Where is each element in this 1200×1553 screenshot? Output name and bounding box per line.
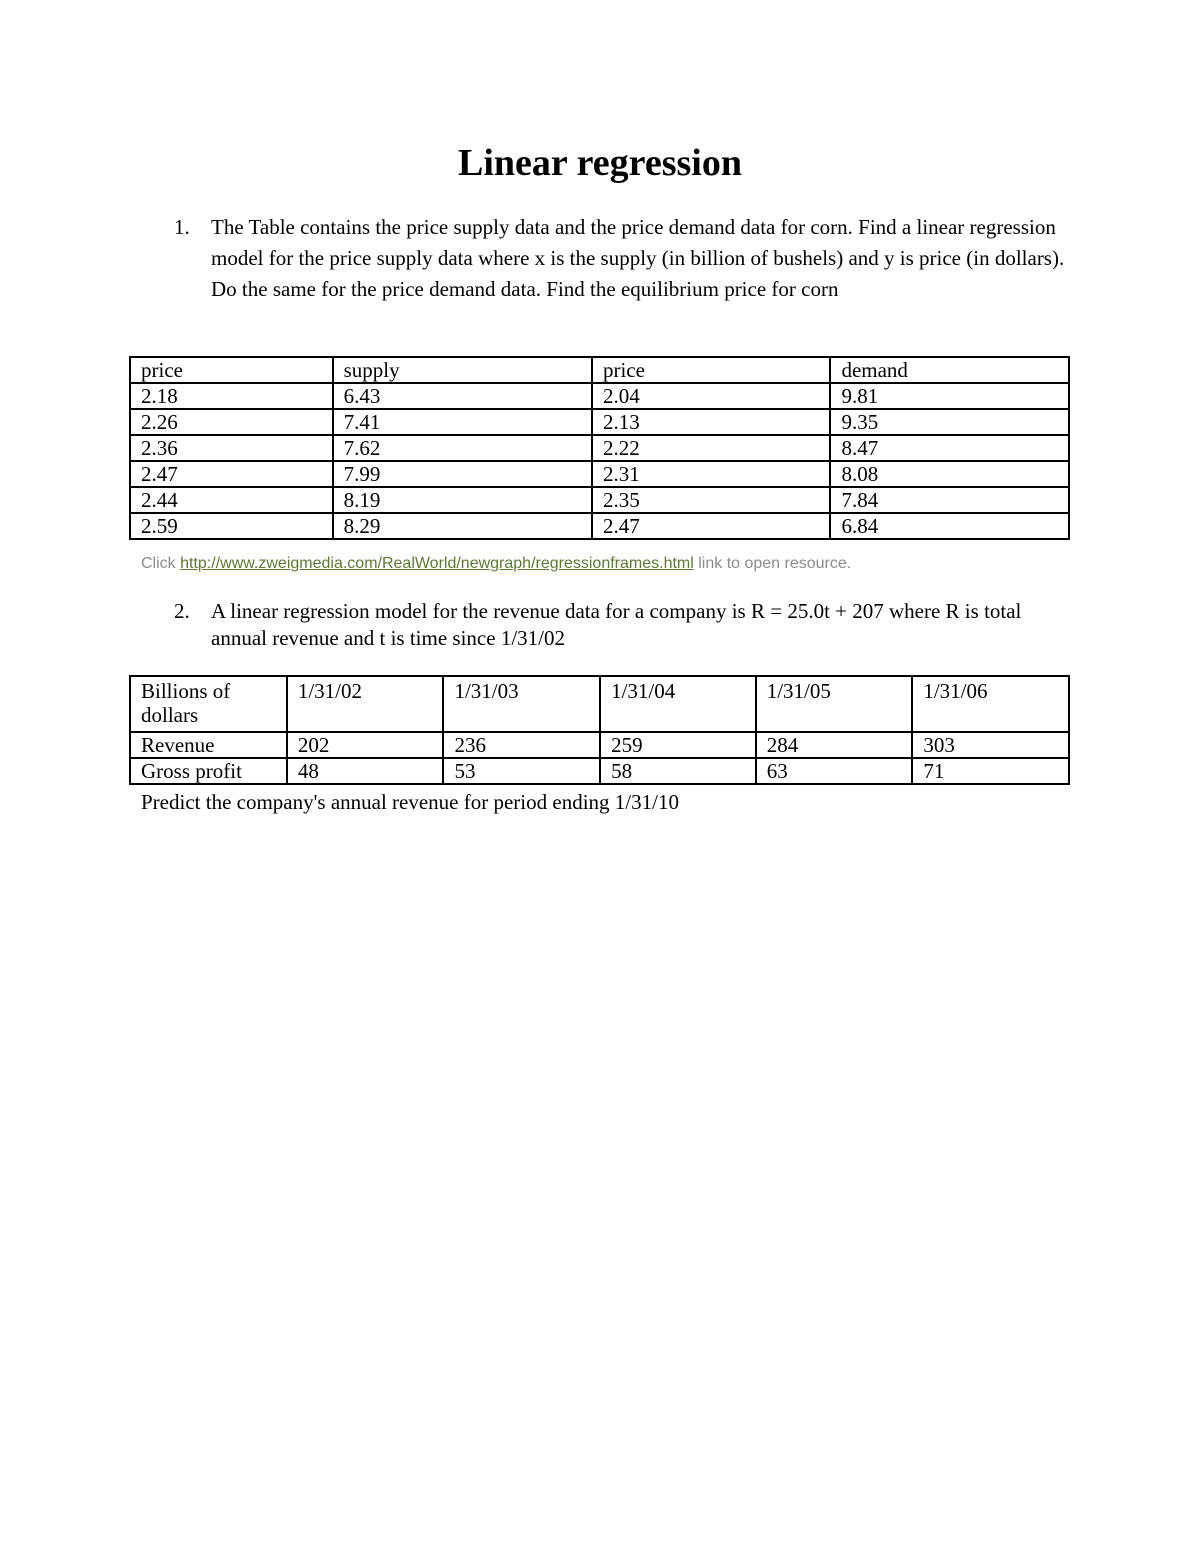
table-cell: 9.35 — [830, 409, 1069, 435]
table-row — [130, 732, 1069, 758]
resource-link[interactable]: http://www.zweigmedia.com/RealWorld/newgraph/regressionframes.html — [180, 555, 694, 572]
table-header-cell: 1/31/06 — [912, 676, 1069, 732]
table-header-cell: 1/31/05 — [756, 676, 913, 732]
table-cell: 2.59 — [130, 513, 333, 539]
table-row — [130, 435, 1069, 461]
question-1 — [174, 212, 1074, 305]
table-cell: 2.31 — [592, 461, 830, 487]
table-cell: 7.62 — [333, 435, 592, 461]
table-row — [130, 409, 1069, 435]
table-cell: 8.47 — [830, 435, 1069, 461]
prediction-prompt: Predict the company's annual revenue for period ending 1/31/10 — [141, 790, 679, 814]
table-cell: 2.13 — [592, 409, 830, 435]
table-cell: 6.43 — [333, 383, 592, 409]
table-cell: Gross profit — [130, 758, 287, 784]
table-header-cell: supply — [333, 357, 592, 383]
table-cell: 7.41 — [333, 409, 592, 435]
table-cell: 7.84 — [830, 487, 1069, 513]
table-cell: 53 — [443, 758, 600, 784]
question-2-number: 2. — [174, 599, 190, 623]
table-header-cell: 1/31/04 — [600, 676, 756, 732]
table-cell: 303 — [912, 732, 1069, 758]
revenue-table — [129, 675, 1070, 785]
table-cell: 2.22 — [592, 435, 830, 461]
table-header-cell: Billions of dollars — [130, 676, 287, 732]
table-cell: 259 — [600, 732, 756, 758]
table-cell: 2.47 — [130, 461, 333, 487]
resource-prefix: Click — [141, 555, 181, 572]
table-cell: 8.08 — [830, 461, 1069, 487]
table-cell: 2.44 — [130, 487, 333, 513]
table-row — [130, 383, 1069, 409]
table-cell: 7.99 — [333, 461, 592, 487]
table-cell: 58 — [600, 758, 756, 784]
corn-price-table — [129, 356, 1070, 540]
resource-note — [141, 553, 851, 575]
table-row — [130, 461, 1069, 487]
question-1-text: The Table contains the price supply data and the price demand data for corn. Find a linear regression model for the price supply data where x is the supply (in billion of bushels) and y is price (in dollars). Do the same for the price demand data. Find the equilibrium price for corn — [211, 215, 1065, 301]
table-cell: 71 — [912, 758, 1069, 784]
table-cell: 2.18 — [130, 383, 333, 409]
table-row — [130, 487, 1069, 513]
table-cell: 2.35 — [592, 487, 830, 513]
table-cell: 48 — [287, 758, 444, 784]
table-cell: 63 — [756, 758, 913, 784]
table-cell: 8.29 — [333, 513, 592, 539]
question-1-number: 1. — [174, 215, 190, 239]
table-cell: 2.36 — [130, 435, 333, 461]
table-cell: 202 — [287, 732, 444, 758]
question-2 — [174, 598, 1074, 652]
table-cell: 8.19 — [333, 487, 592, 513]
table-header-cell: 1/31/03 — [443, 676, 600, 732]
table-cell: 6.84 — [830, 513, 1069, 539]
table-row — [130, 758, 1069, 784]
table-cell: 236 — [443, 732, 600, 758]
table-row — [130, 513, 1069, 539]
page-title: Linear regression — [458, 142, 742, 184]
table-cell: Revenue — [130, 732, 287, 758]
table-header-row — [130, 357, 1069, 383]
table-cell: 2.04 — [592, 383, 830, 409]
table-header-cell: price — [130, 357, 333, 383]
table-header-cell: price — [592, 357, 830, 383]
table-cell: 9.81 — [830, 383, 1069, 409]
table-header-cell: demand — [830, 357, 1069, 383]
table-header-cell: 1/31/02 — [287, 676, 444, 732]
question-2-text: A linear regression model for the revenue data for a company is R = 25.0t + 207 where R is total annual revenue and t is time since 1/31/02 — [211, 599, 1022, 650]
table-cell: 2.47 — [592, 513, 830, 539]
table-cell: 2.26 — [130, 409, 333, 435]
table-cell: 284 — [756, 732, 913, 758]
resource-suffix: link to open resource. — [693, 555, 852, 572]
table-header-row — [130, 676, 1069, 732]
